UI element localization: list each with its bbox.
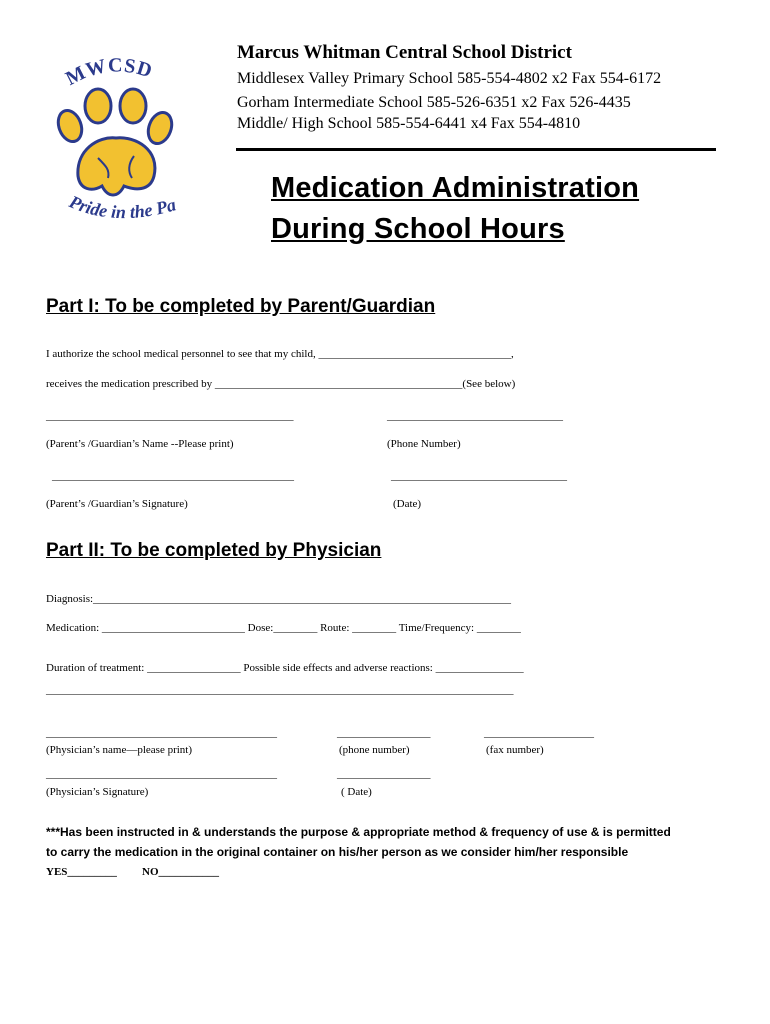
no-field[interactable]: NO___________ [142,866,219,878]
yes-field[interactable]: YES_________ [46,866,117,878]
parent-date-label: (Date) [393,498,422,510]
part1-heading: Part I: To be completed by Parent/Guardian [46,296,436,317]
prescriber-field[interactable]: receives the medication prescribed by _____________________________________________(See below) [46,378,516,390]
physician-signature-label: (Physician’s Signature) [46,786,149,798]
self-carry-note-line2: to carry the medication in the original container on his/her person as we consider him/her responsible [46,845,629,859]
district-name: Marcus Whitman Central School District [237,42,572,63]
form-title-line2: During School Hours [271,213,565,245]
logo-top-text: MWCSD [62,58,156,91]
parent-phone-field[interactable]: ________________________________ [387,410,563,422]
district-logo [48,58,188,228]
part2-heading: Part II: To be completed by Physician [46,540,382,561]
school-line-high: Middle/ High School 585-554-6441 x4 Fax 554-4810 [237,115,581,132]
physician-fax-field[interactable]: ____________________ [484,727,594,739]
duration-row[interactable]: Duration of treatment: _________________ Possible side effects and adverse reactions: ________________ [46,662,524,674]
form-title-line1: Medication Administration [271,172,640,204]
physician-signature-field[interactable]: __________________________________________ [46,768,277,780]
header-divider [236,148,716,151]
paw-print-icon [48,58,188,228]
physician-date-label: ( Date) [341,786,372,798]
physician-phone-label: (phone number) [339,744,410,756]
side-effects-continuation-field[interactable]: _____________________________________________________________________________________ [46,684,514,696]
child-name-field[interactable]: I authorize the school medical personnel to see that my child, ___________________________________, [46,348,514,360]
medication-row[interactable]: Medication: __________________________ Dose:________ Route: ________ Time/Frequency: ________ [46,622,521,634]
parent-phone-label: (Phone Number) [387,438,461,450]
parent-name-field[interactable]: _____________________________________________ [46,410,294,422]
physician-phone-field[interactable]: _________________ [337,727,431,739]
parent-name-label: (Parent’s /Guardian’s Name --Please print) [46,438,234,450]
physician-name-label: (Physician’s name—please print) [46,744,193,756]
parent-date-field[interactable]: ________________________________ [391,470,567,482]
self-carry-note-line1: ***Has been instructed in & understands the purpose & appropriate method & frequency of use & is permitted [46,825,671,839]
svg-text:MWCSD [62,58,155,90]
school-line-primary: Middlesex Valley Primary School 585-554-4802 x2 Fax 554-6172 [237,70,662,87]
diagnosis-field[interactable]: Diagnosis:____________________________________________________________________________ [46,593,512,605]
physician-fax-label: (fax number) [486,744,544,756]
school-line-intermediate: Gorham Intermediate School 585-526-6351 x2 Fax 526-4435 [237,94,631,111]
logo-bottom-text: Pride in the Pa [66,191,179,223]
physician-date-field[interactable]: _________________ [337,768,431,780]
parent-signature-field[interactable]: ____________________________________________ [52,470,294,482]
parent-signature-label: (Parent’s /Guardian’s Signature) [46,498,188,510]
physician-name-field[interactable]: __________________________________________ [46,727,277,739]
